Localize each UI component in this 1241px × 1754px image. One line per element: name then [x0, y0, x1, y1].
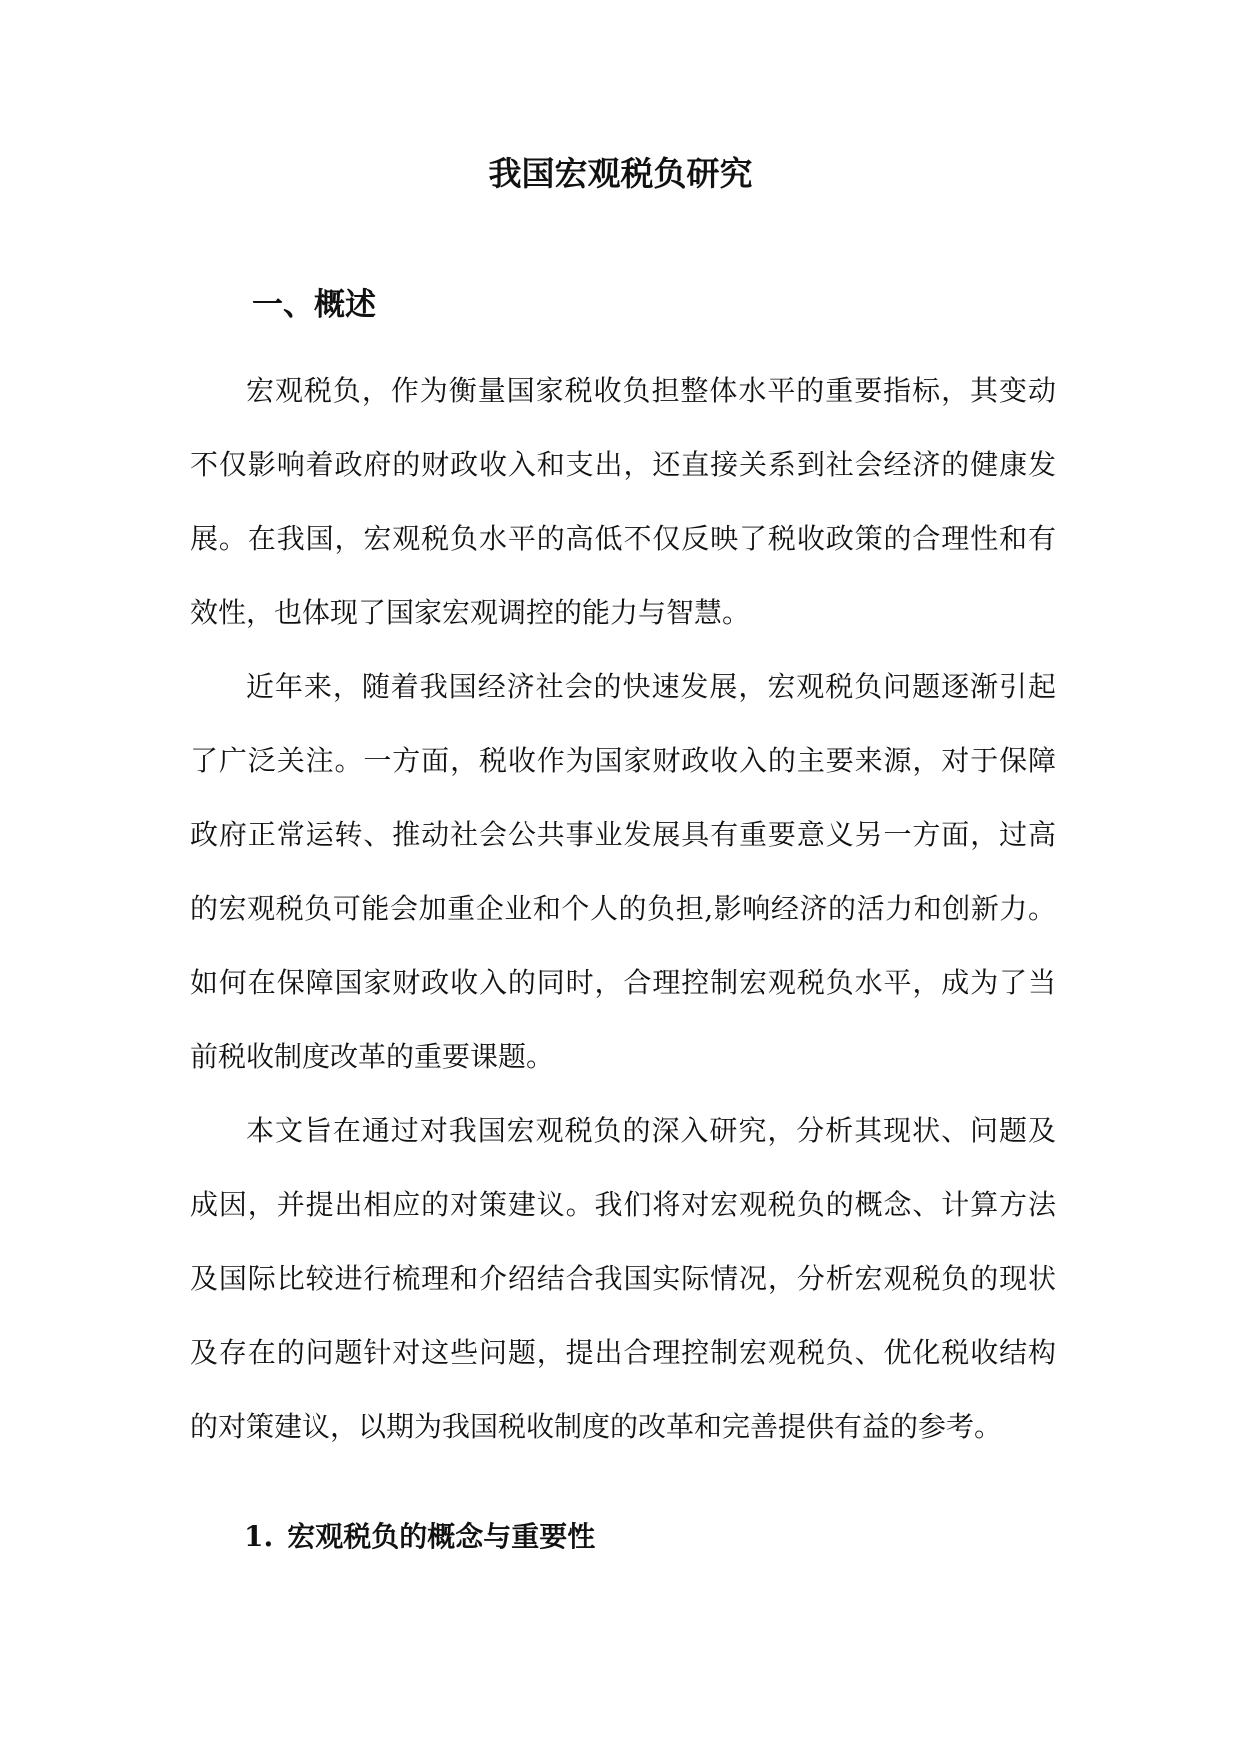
paragraph-1: 宏观税负，作为衡量国家税收负担整体水平的重要指标，其变动不仅影响着政府的财政收入和支出，还直接关系到社会经济的健康发展。在我国，宏观税负水平的高低不仅反映了税收政策的合理性和有效性，也体现了国家宏观调控的能力与智慧。 [190, 374, 1056, 629]
paragraph-2: 近年来，随着我国经济社会的快速发展，宏观税负问题逐渐引起了广泛关注。一方面，税收作为国家财政收入的主要来源，对于保障政府正常运转、推动社会公共事业发展具有重要意义另一方面，过高的宏观税负可能会加重企业和个人的负担,影响经济的活力和创新力。如何在保障国家财政收入的同时，合理控制宏观税负水平，成为了当前税收制度改革的重要课题。 [190, 670, 1056, 1073]
section-heading-overview: 一、概述 [252, 287, 376, 323]
subsection-number: 1. [244, 1520, 274, 1553]
subsection-title: 宏观税负的概念与重要性 [287, 1520, 596, 1553]
subsection-heading [244, 1512, 595, 1562]
paragraph-3: 本文旨在通过对我国宏观税负的深入研究，分析其现状、问题及成因，并提出相应的对策建议。我们将对宏观税负的概念、计算方法及国际比较进行梳理和介绍结合我国实际情况，分析宏观税负的现状及存在的问题针对这些问题，提出合理控制宏观税负、优化税收结构的对策建议，以期为我国税收制度的改革和完善提供有益的参考。 [190, 1114, 1056, 1443]
document-title: 我国宏观税负研究 [488, 154, 753, 193]
